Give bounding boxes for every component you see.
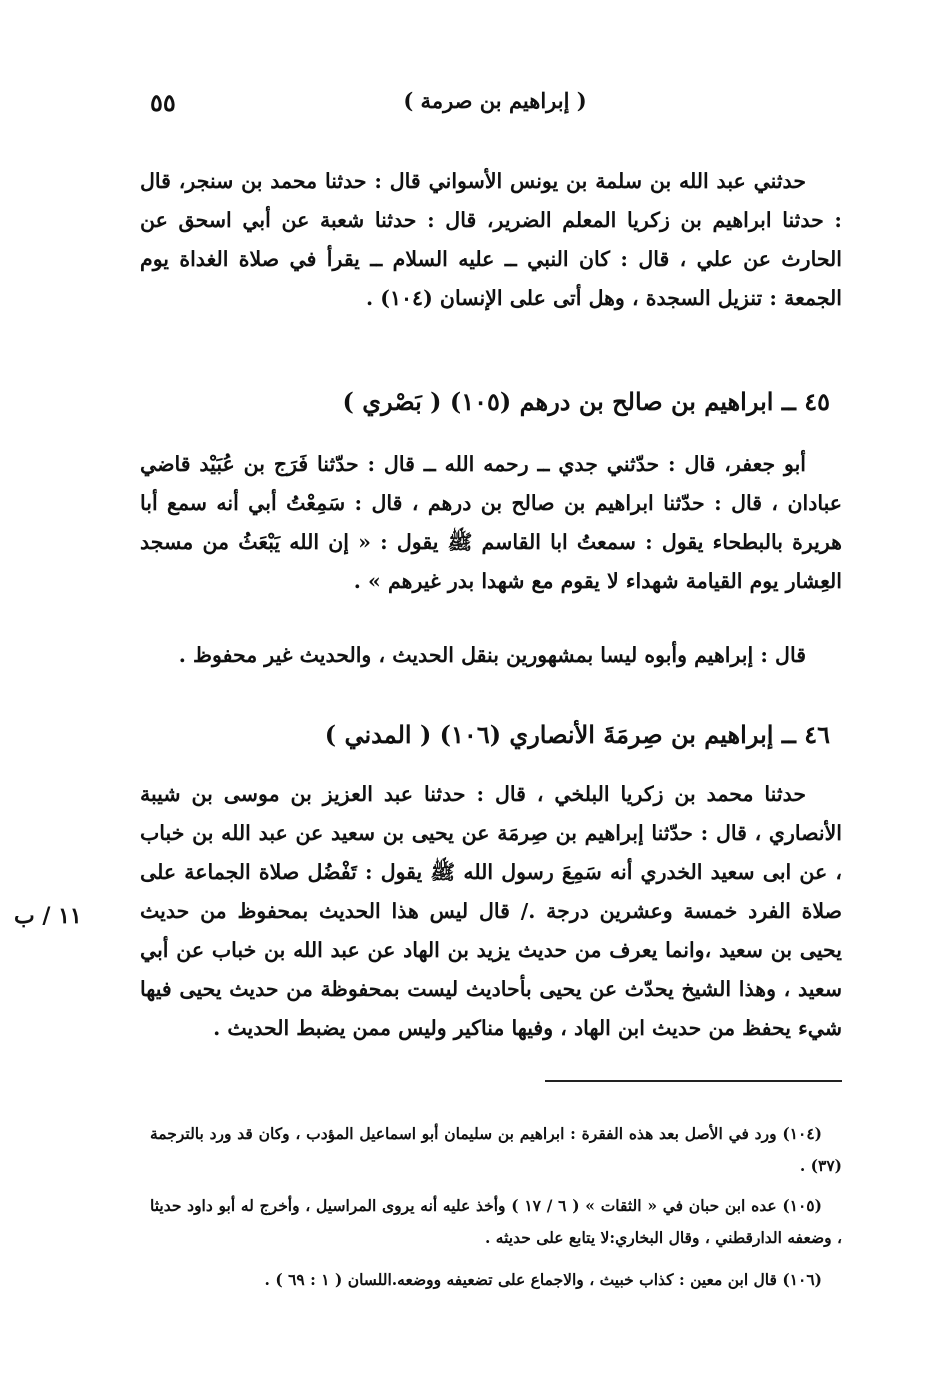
page-header bbox=[150, 88, 840, 122]
paragraph-text: حدثنا محمد بن زكريا البلخي ، قال : حدثنا عبد العزيز بن موسى بن شيبة الأنصاري ، قال : حدّثنا إبراهيم بن صِرمَة عن يحيى بن سعيد عن عبد الله بن خباب ، عن ابى سعيد الخدري أنه سَمِعَ رسول الله ﷺ يقول : تَفْضُل صلاة الجماعة على صلاة الفرد خمسة وعشرين درجة ./ قال ليس هذا الحديث بمحفوظ من حديث يحيى بن سعيد ،وانما يعرف من حديث يزيد بن الهاد عن عبد الله بن خباب عن أبي سعيد ، وهذا الشيخ يحدّث عن يحيى بأحاديث ليست بمحفوظة من حديث يحيى فيها شيء يحفظ من حديث ابن الهاد ، وفيها مناكير وليس ممن يضبط الحديث . bbox=[140, 782, 842, 1040]
paragraph-comment-45 bbox=[140, 636, 842, 675]
paragraph-text: أبو جعفر، قال : حدّثني جدي ــ رحمه الله ــ قال : حدّثنا فَرَج بن عُبَيْد قاضي عبادان ، قال : حدّثنا ابراهيم بن صالح بن درهم ، قال : سَمِعْتُ أبي أنه سمع أبا هريرة بالبطحاء يقول : سمعتُ ابا القاسم ﷺ يقول : « إن الله يَبْعَثُ من مسجد العِشار يوم القيامة شهداء لا يقوم مع شهدا بدر غيرهم » . bbox=[140, 452, 842, 593]
paragraph-text: حدثني عبد الله بن سلمة بن يونس الأسواني قال : حدثنا محمد بن سنجر، قال : حدثنا ابراهيم بن زكريا المعلم الضرير، قال : حدثنا شعبة عن أبي اسحق عن الحارث عن علي ، قال : كان النبي ــ عليه السلام ــ يقرأ في صلاة الغداة يوم الجمعة : تنزيل السجدة ، وهل أتى على الإنسان (١٠٤) . bbox=[140, 169, 842, 310]
footnote-text: (١٠٦) قال ابن معين : كذاب خبيث ، والاجماع على تضعيفه ووضعه.اللسان ( ١ : ٦٩ ) . bbox=[264, 1270, 822, 1289]
footnote-text: (١٠٥) عده ابن حبان في « الثقات » ( ٦ / ١٧ ) وأخذ عليه أنه يروى المراسيل ، وأخرج له أبو داود حديثا ، وضعفه الدارقطني ، وقال البخاري:لا يتابع على حديثه . bbox=[150, 1196, 842, 1247]
paragraph-hadith-44 bbox=[140, 162, 842, 318]
footnote-106 bbox=[150, 1264, 842, 1296]
running-title: ( إبراهيم بن صرمة ) bbox=[403, 88, 587, 113]
footnote-text: (١٠٤) ورد في الأصل بعد هذه الفقرة : ابراهيم بن سليمان أبو اسماعيل المؤدب ، وكان قد ورد بالترجمة (٣٧) . bbox=[150, 1124, 842, 1175]
manuscript-folio-note: ١١ / ب bbox=[14, 903, 82, 929]
footnote-104 bbox=[150, 1118, 842, 1182]
paragraph-hadith-46 bbox=[140, 775, 842, 1048]
page-number: ٥٥ bbox=[150, 88, 176, 117]
entry-heading-46: ٤٦ ــ إبراهيم بن صِرمَةَ الأنصاري (١٠٦) ( المدني ) bbox=[324, 720, 830, 749]
paragraph-text: قال : إبراهيم وأبوه ليسا بمشهورين بنقل الحديث ، والحديث غير محفوظ . bbox=[178, 643, 806, 667]
paragraph-hadith-45 bbox=[140, 445, 842, 601]
entry-heading-45: ٤٥ ــ ابراهيم بن صالح بن درهم (١٠٥) ( بَصْري ) bbox=[342, 387, 830, 416]
footnote-separator bbox=[545, 1080, 842, 1082]
footnote-105 bbox=[150, 1190, 842, 1254]
